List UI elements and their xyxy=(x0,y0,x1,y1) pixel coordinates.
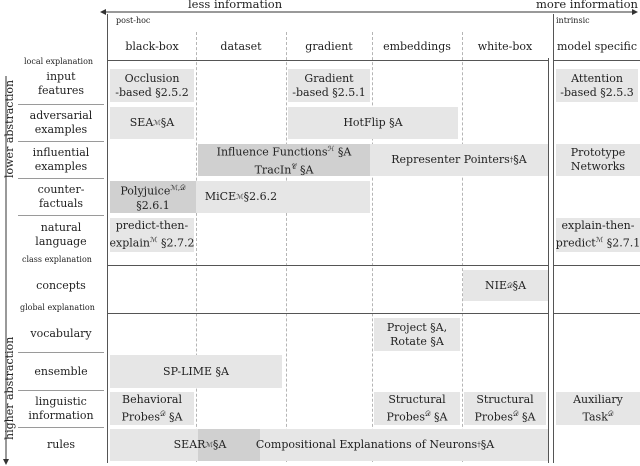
post-hoc-label: post-hoc xyxy=(116,16,151,25)
post-hoc-right-border xyxy=(548,58,549,463)
method-attention-based: Attention -based §2.5.3 xyxy=(560,71,634,99)
method-occlusion-based: Occlusion -based §2.5.2 xyxy=(115,71,189,99)
method-nie: NIE 𝒟 §A xyxy=(484,278,527,292)
intrinsic-label: intrinsic xyxy=(556,16,590,25)
local-explanation-label: local explanation xyxy=(24,57,94,66)
less-information-label: less information xyxy=(188,0,283,11)
column-gradient: gradient xyxy=(305,40,353,53)
intrinsic-left-border xyxy=(553,14,554,463)
method-compositional-explanations: Compositional Explanations of Neurons † §A xyxy=(255,438,495,451)
global-explanation-label: global explanation xyxy=(20,303,95,312)
method-sear: SEAR ℳ §A xyxy=(173,438,227,451)
column-white-box: white-box xyxy=(477,40,533,53)
method-mice: MiCE ℳ §2.6.2 xyxy=(204,190,278,203)
row-linguistic-information: linguistic information xyxy=(28,395,94,422)
row-influential-examples: influential examples xyxy=(32,146,90,173)
row-ensemble: ensemble xyxy=(34,365,88,378)
class-explanation-label: class explanation xyxy=(22,255,92,264)
column-dataset: dataset xyxy=(220,40,262,53)
higher-abstraction-label: higher abstraction xyxy=(3,336,16,440)
method-prototype-networks: Prototype Networks xyxy=(570,146,626,173)
method-polyjuice: Polyjuice$^{ℳ,𝒟}$ §2.6.1 xyxy=(120,184,186,212)
row-natural-language: natural language xyxy=(35,221,87,248)
method-explain-then-predict: explain-then- predict$^ℳ$ §2.7.1 xyxy=(555,219,640,250)
more-information-label: more information xyxy=(536,0,638,11)
post-hoc-left-border xyxy=(107,14,108,463)
method-predict-then-explain: predict-then- explain$^ℳ$ §2.7.2 xyxy=(109,219,195,250)
method-sea: SEA ℳ §A xyxy=(129,116,175,129)
row-vocabulary: vocabulary xyxy=(30,327,92,340)
method-sp-lime: SP-LIME §A xyxy=(163,364,229,378)
column-black-box: black-box xyxy=(125,40,179,53)
method-structural-probes-white-box: Structural Probes$^𝒟$ §A xyxy=(474,392,536,424)
method-auxiliary-task: Auxiliary Task$^𝒟$ xyxy=(573,392,623,424)
method-gradient-based: Gradient -based §2.5.1 xyxy=(292,71,366,99)
method-hotflip: HotFlip §A xyxy=(343,116,403,129)
column-model-specific: model specific xyxy=(557,40,637,53)
method-representer-pointers: Representer Pointers † §A xyxy=(391,153,527,166)
row-input-features: input features xyxy=(37,70,85,97)
row-counterfactuals: counter- factuals xyxy=(37,183,85,210)
row-adversarial-examples: adversarial examples xyxy=(29,109,93,136)
method-structural-probes-embeddings: Structural Probes$^𝒟$ §A xyxy=(386,392,448,424)
method-behavioral-probes: Behavioral Probes$^𝒟$ §A xyxy=(121,392,183,424)
lower-abstraction-label: lower abstraction xyxy=(3,79,16,178)
method-project-rotate: Project §A, Rotate §A xyxy=(386,320,448,348)
method-influence-functions-tracin: Influence Functions$^ℋ$ §A TracIn$^𝒞$ §A xyxy=(216,145,352,177)
row-concepts: concepts xyxy=(36,279,86,292)
row-rules: rules xyxy=(46,438,75,451)
column-embeddings: embeddings xyxy=(383,40,451,53)
